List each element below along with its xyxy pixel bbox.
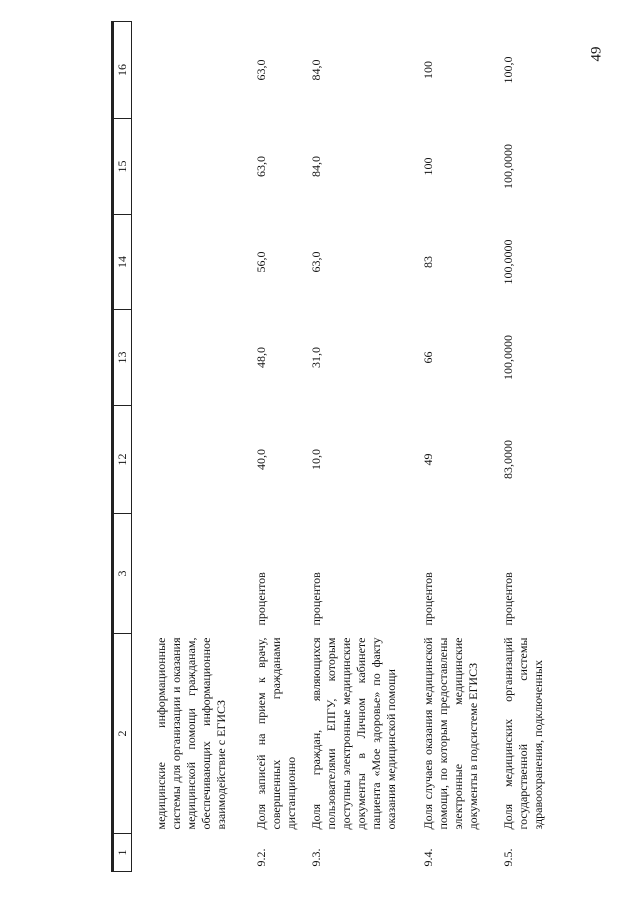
unit-cell: процентов	[253, 572, 268, 626]
header-col-2: 2	[113, 634, 132, 834]
value-col-13: 100,0000	[500, 335, 515, 380]
value-col-13	[132, 310, 250, 406]
value-col-14: 56,0	[253, 251, 268, 273]
header-col-16: 16	[113, 22, 132, 119]
indicator-description: Доля случаев оказания медицинской помощи, по которым предоставлены электронные медицинские документы в подсистеме ЕГИСЗ	[420, 637, 480, 830]
row-number	[132, 834, 250, 872]
indicator-description: Доля медицинских организаций государственной системы здравоохранения, подключенных	[500, 637, 545, 830]
row-number: 9.4.	[420, 848, 435, 867]
unit-cell: процентов	[420, 572, 435, 626]
unit-cell	[132, 514, 250, 634]
value-col-14: 63,0	[308, 251, 323, 273]
indicator-description: Доля записей на прием к врачу, совершенных гражданами дистанционно	[253, 637, 298, 830]
header-col-1: 1	[113, 834, 132, 872]
value-col-16: 63,0	[253, 59, 268, 81]
value-col-16: 100,0	[500, 56, 515, 84]
table-row	[497, 22, 557, 872]
value-col-13: 66	[420, 351, 435, 364]
header-col-14: 14	[113, 215, 132, 310]
table-frame	[111, 22, 615, 872]
value-col-15: 100	[420, 157, 435, 176]
value-col-14: 83	[420, 256, 435, 268]
value-col-15: 84,0	[308, 156, 323, 177]
value-col-12: 40,0	[253, 449, 268, 470]
indicator-description: медицинские информационные системы для организации и оказания медицинской помощи гражданам, обеспечивающих информационное взаимодействие с ЕГИСЗ	[154, 637, 228, 830]
value-col-12: 49	[420, 453, 435, 466]
value-col-14: 100,0000	[500, 239, 515, 285]
value-col-13: 48,0	[253, 347, 268, 368]
value-col-15: 63,0	[253, 156, 268, 177]
page-number: 49	[588, 46, 605, 62]
value-col-13: 31,0	[308, 347, 323, 368]
indicators-table	[111, 21, 557, 872]
row-number: 9.3.	[308, 848, 323, 867]
table-row	[132, 22, 250, 872]
header-col-13: 13	[113, 310, 132, 406]
indicator-description: Доля граждан, являющихся пользователями ЕПГУ, которым доступны электронные медицинские документы в Личном кабинете пациента «Мое здоровье» по факту оказания медицинской помощи	[308, 637, 398, 830]
value-col-16: 100	[420, 61, 435, 79]
value-col-12: 83,0000	[500, 440, 515, 479]
unit-cell: процентов	[500, 572, 515, 626]
row-number: 9.2.	[253, 848, 268, 867]
value-col-16	[132, 22, 250, 119]
value-col-14	[132, 215, 250, 310]
unit-cell: процентов	[308, 572, 323, 626]
table-row	[250, 22, 305, 872]
value-col-15: 100,0000	[500, 144, 515, 189]
value-col-12: 10,0	[308, 449, 323, 470]
value-col-15	[132, 119, 250, 215]
value-col-12	[132, 406, 250, 514]
header-col-3: 3	[113, 514, 132, 634]
row-number: 9.5.	[500, 848, 515, 867]
table-row	[305, 22, 417, 872]
header-col-12: 12	[113, 406, 132, 514]
value-col-16: 84,0	[308, 59, 323, 81]
table-row	[417, 22, 497, 872]
header-col-15: 15	[113, 119, 132, 215]
header-row	[113, 22, 132, 872]
